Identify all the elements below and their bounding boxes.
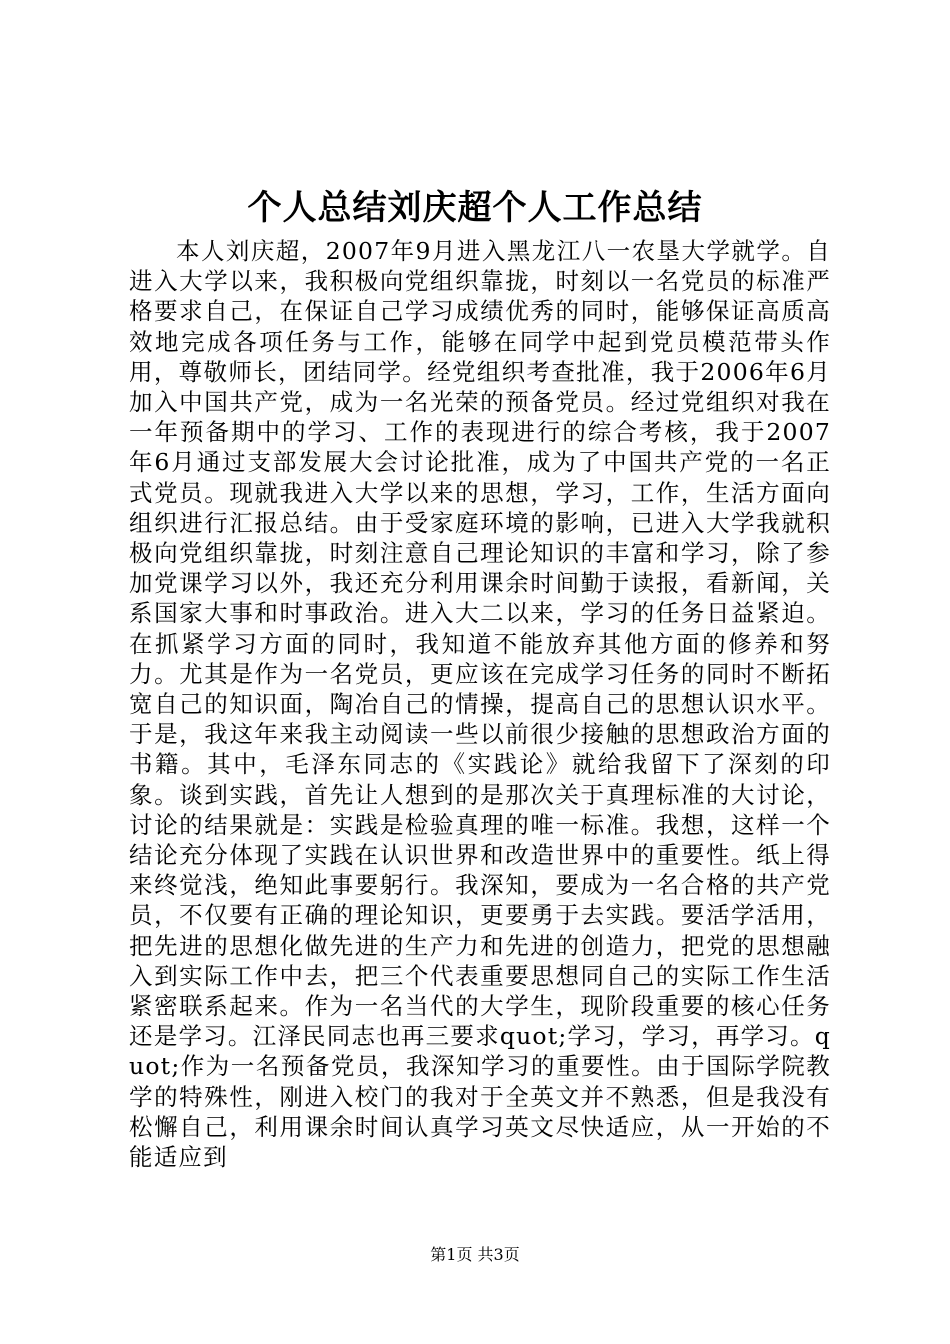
document-title: 个人总结刘庆超个人工作总结 bbox=[247, 188, 703, 228]
document-body-paragraph: 本人刘庆超，2007年9月进入黑龙江八一农垦大学就学。自进入大学以来，我积极向党组织靠拢，时刻以一名党员的标准严格要求自己，在保证自己学习成绩优秀的同时，能够保证高质高效地完成各项任务与工作，能够在同学中起到党员模范带头作用，尊敬师长，团结同学。经党组织考查批准，我于2006年6月加入中国共产党，成为一名光荣的预备党员。经过党组织对我在一年预备期中的学习、工作的表现进行的综合考核，我于2007年6月通过支部发展大会讨论批准，成为了中国共产党的一名正式党员。现就我进入大学以来的思想，学习，工作，生活方面向组织进行汇报总结。由于受家庭环境的影响，已进入大学我就积极向党组织靠拢，时刻注意自己理论知识的丰富和学习，除了参加党课学习以外，我还充分利用课余时间勤于读报，看新闻，关系国家大事和时事政治。进入大二以来，学习的任务日益紧迫。在抓紧学习方面的同时，我知道不能放弃其他方面的修养和努力。尤其是作为一名党员，更应该在完成学习任务的同时不断拓宽自己的知识面，陶冶自己的情操，提高自己的思想认识水平。于是，我这年来我主动阅读一些以前很少接触的思想政治方面的书籍。其中，毛泽东同志的《实践论》就给我留下了深刻的印象。谈到实践，首先让人想到的是那次关于真理标准的大讨论，讨论的结果就是：实践是检验真理的唯一标准。我想，这样一个结论充分体现了实践在认识世界和改造世界中的重要性。纸上得来终觉浅，绝知此事要躬行。我深知，要成为一名合格的共产党员，不仅要有正确的理论知识，更要勇于去实践。要活学活用，把先进的思想化做先进的生产力和先进的创造力，把党的思想融入到实际工作中去，把三个代表重要思想同自己的实际工作生活紧密联系起来。作为一名当代的大学生，现阶段重要的核心任务还是学习。江泽民同志也再三要求quot;学习，学习，再学习。quot;作为一名预备党员，我深知学习的重要性。由于国际学院教学的特殊性，刚进入校门的我对于全英文并不熟悉，但是我没有松懈自己，利用课余时间认真学习英文尽快适应，从一开始的不能适应到 bbox=[129, 237, 831, 1172]
page-number-footer: 第1页 共3页 bbox=[430, 1245, 520, 1264]
